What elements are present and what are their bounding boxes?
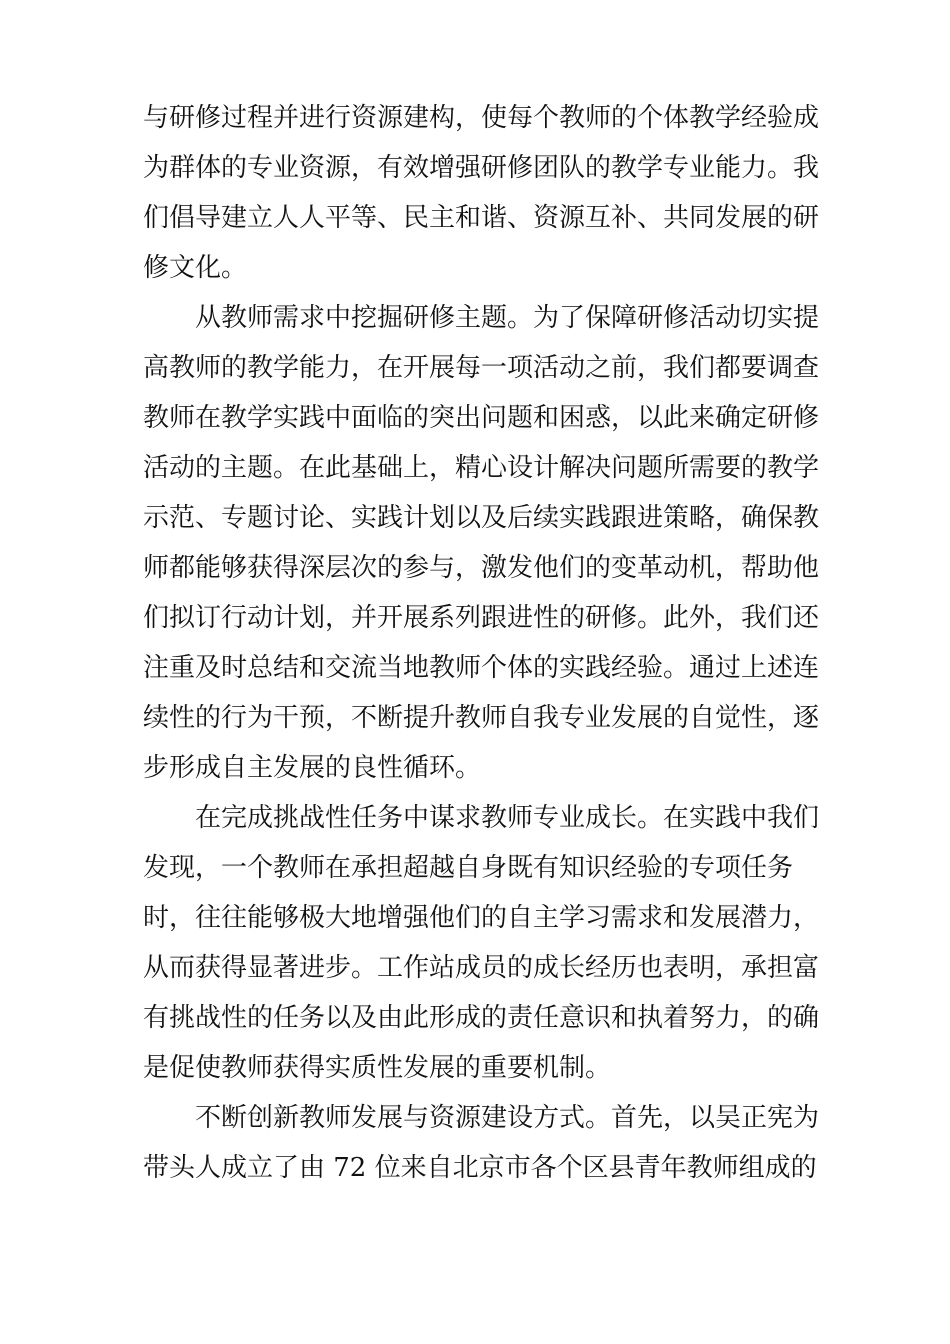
text-line: 不断创新教师发展与资源建设方式。首先，以吴正宪为 — [195, 1103, 820, 1133]
text-line: 们拟订行动计划，并开展系列跟进性的研修。此外，我们还 — [143, 603, 820, 633]
text-line: 师都能够获得深层次的参与，激发他们的变革动机，帮助他 — [143, 553, 820, 583]
text-line: 活动的主题。在此基础上，精心设计解决问题所需要的教学 — [143, 453, 820, 483]
text-line: 与研修过程并进行资源建构，使每个教师的个体教学经验成 — [143, 103, 820, 133]
text-line: 步形成自主发展的良性循环。 — [143, 753, 482, 783]
document-body — [143, 93, 820, 1193]
paragraph-2 — [143, 293, 820, 793]
text-line: 发现，一个教师在承担超越自身既有知识经验的专项任务 — [143, 853, 794, 883]
text-line: 在完成挑战性任务中谋求教师专业成长。在实践中我们 — [195, 803, 820, 833]
paragraph-4 — [143, 1093, 820, 1193]
text-line: 从教师需求中挖掘研修主题。为了保障研修活动切实提 — [195, 303, 820, 333]
text-line: 高教师的教学能力，在开展每一项活动之前，我们都要调查 — [143, 353, 820, 383]
text-line: 为群体的专业资源，有效增强研修团队的教学专业能力。我 — [143, 153, 820, 183]
text-line: 时，往往能够极大地增强他们的自主学习需求和发展潜力， — [143, 903, 820, 933]
text-line: 注重及时总结和交流当地教师个体的实践经验。通过上述连 — [143, 653, 820, 683]
paragraph-1 — [143, 93, 820, 293]
text-line: 示范、专题讨论、实践计划以及后续实践跟进策略，确保教 — [143, 503, 820, 533]
text-line: 们倡导建立人人平等、民主和谐、资源互补、共同发展的研 — [143, 203, 820, 233]
text-line: 带头人成立了由 72 位来自北京市各个区县青年教师组成的 — [143, 1153, 817, 1183]
text-line: 教师在教学实践中面临的突出问题和困惑，以此来确定研修 — [143, 403, 820, 433]
text-line: 续性的行为干预，不断提升教师自我专业发展的自觉性，逐 — [143, 703, 820, 733]
text-line: 是促使教师获得实质性发展的重要机制。 — [143, 1053, 612, 1083]
paragraph-3 — [143, 793, 820, 1093]
text-line: 有挑战性的任务以及由此形成的责任意识和执着努力，的确 — [143, 1003, 820, 1033]
text-line: 从而获得显著进步。工作站成员的成长经历也表明，承担富 — [143, 953, 820, 983]
text-line: 修文化。 — [143, 253, 248, 283]
